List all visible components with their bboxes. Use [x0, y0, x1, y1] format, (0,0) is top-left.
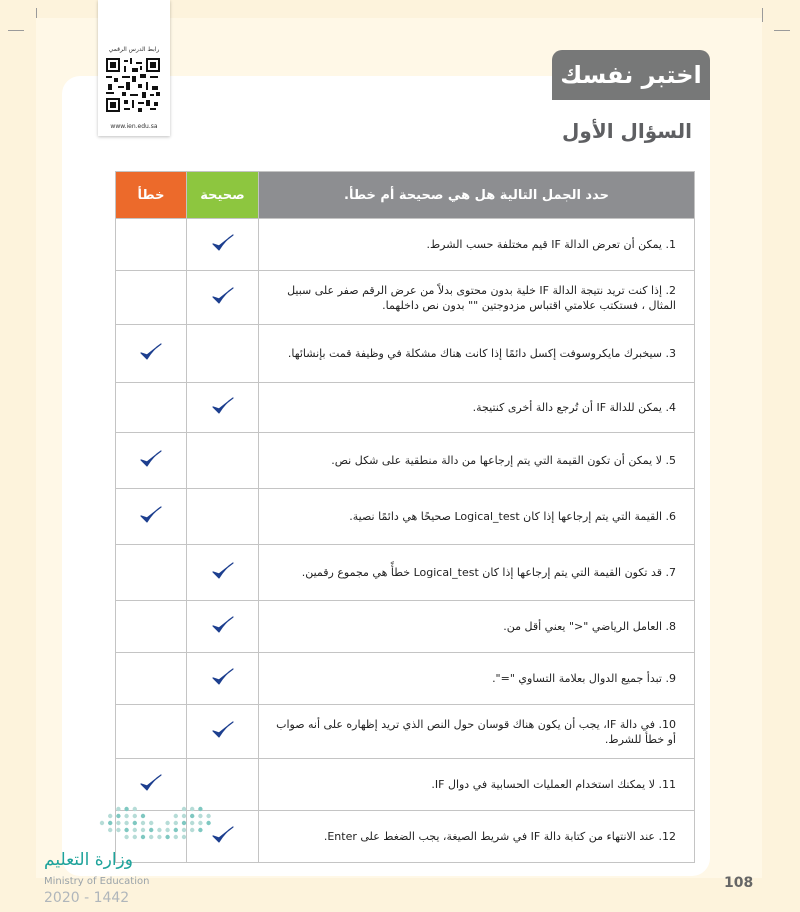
false-answer-cell[interactable]: [116, 271, 187, 325]
ministry-logo-dots: [98, 806, 214, 840]
false-answer-cell[interactable]: [116, 433, 187, 489]
false-answer-cell[interactable]: [116, 705, 187, 759]
check-mark-icon: [211, 720, 235, 740]
section-title: اختبر نفسك: [552, 50, 710, 100]
question-text: 11. لا يمكنك استخدام العمليات الحسابية في دوال IF.: [259, 759, 695, 811]
question-text: 2. إذا كنت تريد نتيجة الدالة IF خلية بدون محتوى بدلاً من عرض الرقم صفر على سبيل المثال ، فستكتب علامتي اقتباس مزدوجتين "" بدون نص داخلهما.: [259, 271, 695, 325]
header-false: خطأ: [116, 172, 187, 219]
table-row: [116, 759, 695, 811]
true-answer-cell[interactable]: [187, 383, 259, 433]
true-answer-cell[interactable]: [187, 271, 259, 325]
table-row: [116, 489, 695, 545]
false-answer-cell[interactable]: [116, 219, 187, 271]
qr-label: رابط الدرس الرقمي: [108, 46, 160, 53]
ministry-name-en: Ministry of Education: [44, 876, 150, 887]
check-mark-icon: [211, 667, 235, 687]
check-mark-icon: [211, 233, 235, 253]
question-title: السؤال الأول: [562, 119, 692, 143]
check-mark-icon: [211, 286, 235, 306]
table-row: [116, 383, 695, 433]
check-mark-icon: [139, 449, 163, 469]
true-answer-cell[interactable]: [187, 705, 259, 759]
table-row: [116, 705, 695, 759]
question-text: 5. لا يمكن أن تكون القيمة التي يتم إرجاعها من دالة منطقية على شكل نص.: [259, 433, 695, 489]
header-question: حدد الجمل التالية هل هي صحيحة أم خطأ.: [259, 172, 695, 219]
true-answer-cell[interactable]: [187, 759, 259, 811]
table-row: [116, 325, 695, 383]
check-mark-icon: [211, 615, 235, 635]
table-row: [116, 545, 695, 601]
question-text: 7. قد تكون القيمة التي يتم إرجاعها إذا كان Logical_test خطأً هي مجموع رقمين.: [259, 545, 695, 601]
trim-mark: [8, 30, 24, 31]
true-answer-cell[interactable]: [187, 433, 259, 489]
question-text: 6. القيمة التي يتم إرجاعها إذا كان Logical_test صحيحًا هي دائمًا نصية.: [259, 489, 695, 545]
question-text: 3. سيخبرك مايكروسوفت إكسل دائمًا إذا كانت هناك مشكلة في وظيفة قمت بإنشائها.: [259, 325, 695, 383]
false-answer-cell[interactable]: [116, 545, 187, 601]
true-answer-cell[interactable]: [187, 545, 259, 601]
false-answer-cell[interactable]: [116, 653, 187, 705]
true-answer-cell[interactable]: [187, 325, 259, 383]
page-number: 108: [724, 875, 754, 891]
true-false-table: [115, 171, 695, 863]
check-mark-icon: [211, 825, 235, 845]
table-row: [116, 271, 695, 325]
header-true: صحيحة: [187, 172, 259, 219]
true-answer-cell[interactable]: [187, 489, 259, 545]
true-answer-cell[interactable]: [187, 653, 259, 705]
question-text: 12. عند الانتهاء من كتابة دالة IF في شريط الصيغة، يجب الضغط على Enter.: [259, 811, 695, 863]
check-mark-icon: [211, 561, 235, 581]
edition-year: 2020 - 1442: [44, 890, 130, 906]
false-answer-cell[interactable]: [116, 601, 187, 653]
check-mark-icon: [139, 505, 163, 525]
false-answer-cell[interactable]: [116, 325, 187, 383]
table-row: [116, 601, 695, 653]
qr-url[interactable]: www.ien.edu.sa: [110, 123, 158, 130]
question-text: 1. يمكن أن تعرض الدالة IF قيم مختلفة حسب الشرط.: [259, 219, 695, 271]
table-row: [116, 219, 695, 271]
table-header-row: [116, 172, 695, 219]
question-text: 10. في دالة IF، يجب أن يكون هناك قوسان حول النص الذي تريد إظهاره على أنه صواب أو خطأ للشرط.: [259, 705, 695, 759]
question-text: 8. العامل الرياضي "<" يعني أقل من.: [259, 601, 695, 653]
qr-card[interactable]: [98, 0, 170, 136]
true-answer-cell[interactable]: [187, 601, 259, 653]
false-answer-cell[interactable]: [116, 759, 187, 811]
trim-mark: [774, 30, 790, 31]
table-row: [116, 653, 695, 705]
question-text: 4. يمكن للدالة IF أن تُرجع دالة أخرى كنتيجة.: [259, 383, 695, 433]
check-mark-icon: [139, 342, 163, 362]
false-answer-cell[interactable]: [116, 383, 187, 433]
qr-code-icon: [106, 58, 160, 112]
check-mark-icon: [139, 773, 163, 793]
true-answer-cell[interactable]: [187, 219, 259, 271]
ministry-name-ar: وزارة التعليم: [44, 850, 133, 870]
trim-mark: [762, 8, 763, 22]
check-mark-icon: [211, 396, 235, 416]
question-text: 9. تبدأ جميع الدوال بعلامة التساوي "=".: [259, 653, 695, 705]
table-body: [116, 219, 695, 863]
false-answer-cell[interactable]: [116, 489, 187, 545]
table-row: [116, 433, 695, 489]
